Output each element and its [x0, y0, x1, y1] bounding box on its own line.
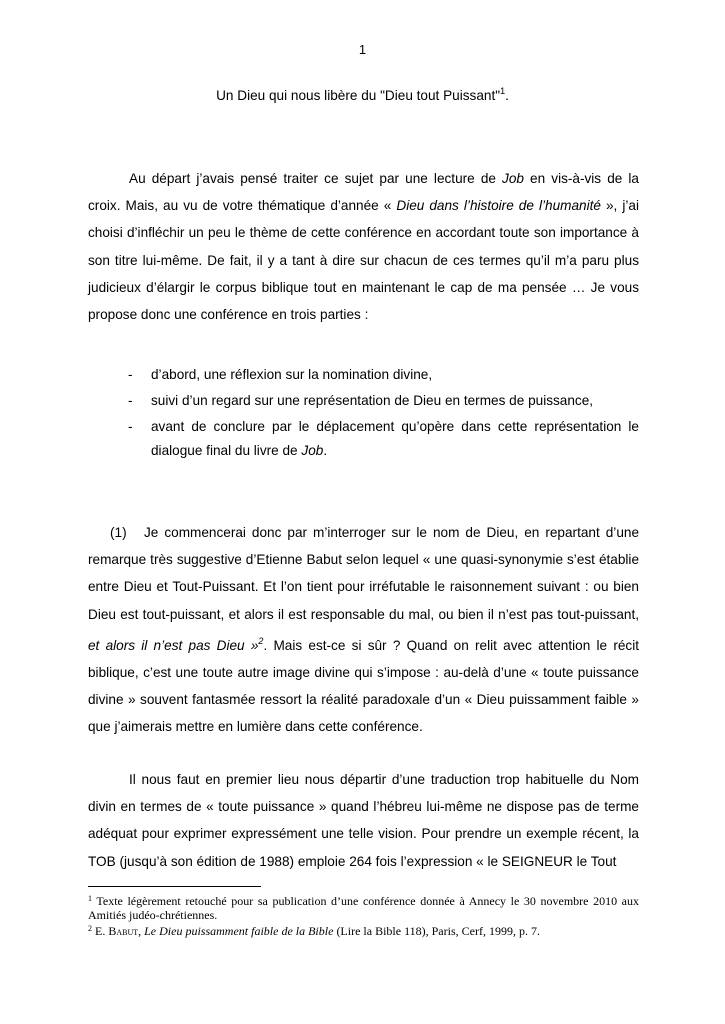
- footnote-2-author: Babut: [108, 924, 139, 939]
- list-item: [88, 415, 639, 463]
- paragraph-divine-name: [88, 766, 639, 875]
- paragraph2-italic-quote: et alors il n’est pas Dieu »: [88, 637, 259, 653]
- list-item-3-text-c: .: [323, 443, 328, 458]
- footnotes: [88, 892, 639, 939]
- page-number: 1: [358, 42, 367, 57]
- footnote-2: [88, 922, 639, 939]
- footnote-2-sep: ,: [138, 924, 145, 939]
- document-title: [0, 86, 725, 103]
- list-dash: -: [128, 419, 133, 434]
- list-item: [88, 363, 639, 387]
- paragraph2-text-c: . Mais est-ce si sûr ? Quand on relit avec attention le récit biblique, c’est une toute autre image divine qui s’impose : au-delà d’une « toute puissance divine » souvent fantasmée ressort la réalité paradoxale d’un « Dieu puissamment faible » que j’aimerais mettre en lumière dans cette conférence.: [88, 637, 640, 735]
- footnote-2-initial: E.: [92, 924, 109, 939]
- footnote-2-book-title: Le Dieu puissamment faible de la Bible: [144, 924, 334, 939]
- footnote-2-mark: 2: [88, 924, 92, 934]
- title-period: .: [505, 88, 509, 103]
- title-text: Un Dieu qui nous libère du "Dieu tout Puissant": [216, 88, 501, 103]
- list-dash: -: [128, 367, 133, 382]
- list-item-1-text: d’abord, une réflexion sur la nomination divine,: [151, 367, 433, 382]
- footnote-1-mark: 1: [88, 894, 92, 903]
- section-number-label: (1): [110, 525, 127, 540]
- paragraph-section-1: [88, 519, 639, 741]
- paragraph1-italic-theme: Dieu dans l’histoire de l’humanité: [396, 198, 601, 214]
- paragraph1-text-e: », j’ai choisi d’infléchir un peu le thème de cette conférence en accordant toute son importance à son titre lui-même. De fait, il y a tant à dire sur chacun de ces termes qu’il m’a paru plus judicieux d’élargir le corpus biblique tout en maintenant le cap de ma pensée … Je vous propose donc une conférence en trois parties :: [88, 198, 639, 323]
- footnote-2-rest: (Lire la Bible 118), Paris, Cerf, 1999, p. 7.: [333, 924, 540, 939]
- list-item-2-text: suivi d’un regard sur une représentation de Dieu en termes de puissance,: [151, 393, 594, 408]
- paragraph1-text-c: en vis-à-vis de la croix. Mais, au vu de votre thématique d’année «: [88, 171, 639, 214]
- paragraph2-footnote-mark[interactable]: 2: [258, 635, 264, 646]
- footnote-1: [88, 892, 639, 922]
- list-item-3-italic-job: Job: [301, 443, 324, 458]
- list-item-3-text-a: avant de conclure par le déplacement qu’opère dans cette représentation le dialogue final du livre de: [151, 419, 639, 458]
- list-dash: -: [128, 393, 133, 408]
- list-item: [88, 389, 639, 413]
- paragraph1-italic-job: Job: [502, 171, 524, 186]
- paragraph-introduction: [88, 165, 639, 328]
- paragraph3-text: Il nous faut en premier lieu nous départir d’une traduction trop habituelle du Nom divin en termes de « toute puissance » quand l’hébreu lui-même ne dispose pas de terme adéquat pour exprimer expressément une telle vision. Pour prendre un exemple récent, la TOB (jusqu’à son édition de 1988) emploie 264 fois l’expression « le SEIGNEUR le Tout: [88, 772, 639, 869]
- footnote-separator: [88, 886, 261, 887]
- paragraph2-text-a: Je commencerai donc par m’interroger sur le nom de Dieu, en repartant d’une remarque très suggestive d’Etienne Babut selon lequel « une quasi-synonymie s’est établie entre Dieu et Tout-Puissant. Et l’on tient pour irréfutable le raisonnement suivant : ou bien Dieu est tout-puissant, et alors il est responsable du mal, ou bien il n’est pas tout-puissant,: [88, 525, 640, 622]
- title-footnote-mark[interactable]: 1: [500, 86, 506, 96]
- outline-list: [88, 363, 639, 465]
- paragraph1-text-a: Au départ j’avais pensé traiter ce sujet par une lecture de: [129, 171, 503, 186]
- footnote-1-text: Texte légèrement retouché pour sa publication d’une conférence donnée à Annecy le 30 novembre 2010 aux Amitiés judéo-chrétiennes.: [88, 894, 639, 922]
